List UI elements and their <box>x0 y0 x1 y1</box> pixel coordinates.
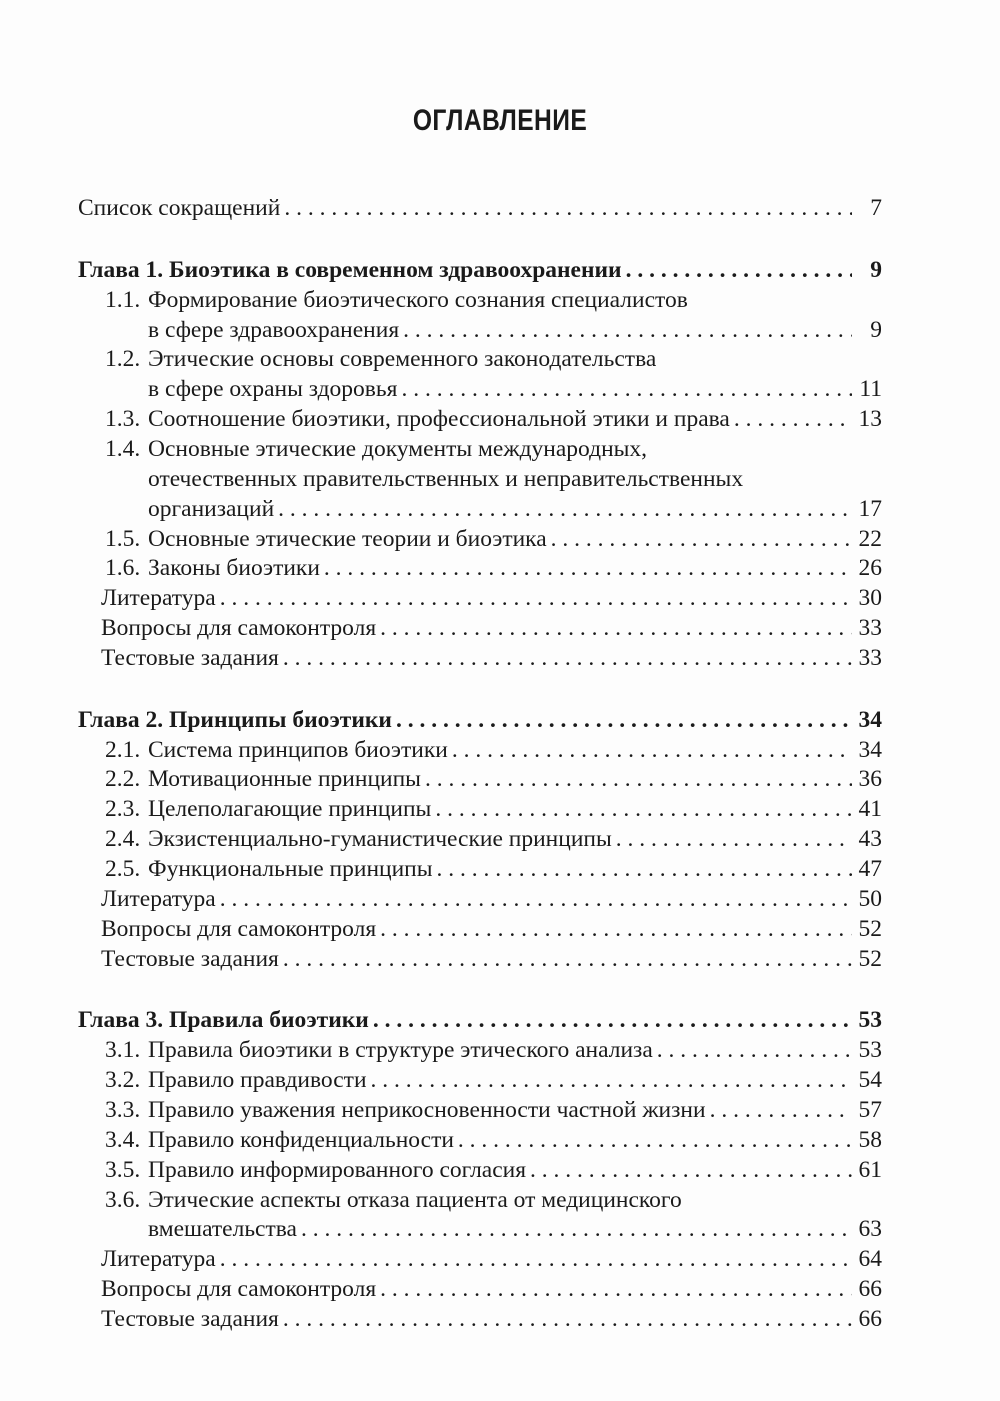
toc-entry <box>0 1274 1000 1304</box>
dot-leader <box>396 705 852 735</box>
toc-entry-content <box>148 794 882 824</box>
section-entry <box>0 794 1000 824</box>
toc-entry-content <box>148 1035 882 1065</box>
toc-entry <box>0 914 1000 944</box>
dot-leader <box>301 1214 852 1244</box>
section-title: Мотивационные принципы <box>148 766 421 793</box>
page-title: ОГЛАВЛЕНИЕ <box>412 104 588 137</box>
dot-leader <box>283 1304 852 1334</box>
dot-leader <box>530 1155 852 1185</box>
toc-entry-content <box>148 854 882 884</box>
toc-entry-content <box>78 255 882 285</box>
section-number: 2.3. <box>105 796 141 823</box>
page-number: 13 <box>858 406 882 433</box>
toc-entry-content <box>148 1095 882 1125</box>
dot-leader <box>616 824 852 854</box>
page-number: 47 <box>858 856 882 882</box>
section-entry <box>0 374 1000 404</box>
section-number: 3.5. <box>105 1156 141 1183</box>
entry-title: Вопросы для самоконтроля <box>101 915 377 942</box>
dot-leader <box>710 1095 852 1125</box>
toc-entry <box>0 1244 1000 1274</box>
toc-entry-content <box>148 315 882 345</box>
section-title: Основные этические теории и биоэтика <box>148 525 547 552</box>
toc-entry-content <box>101 884 882 914</box>
dot-leader <box>283 643 852 673</box>
page-number: 43 <box>858 826 882 853</box>
page-number: 54 <box>858 1067 882 1094</box>
section-entry <box>0 1214 1000 1244</box>
toc-entry-content <box>148 764 882 794</box>
section-entry <box>0 735 1000 765</box>
page-number: 61 <box>858 1156 882 1183</box>
toc-entry-content <box>148 824 882 854</box>
dot-leader <box>220 1244 852 1274</box>
section-title: Правила биоэтики в структуре этического анализа <box>148 1037 653 1064</box>
page-number: 33 <box>858 644 882 671</box>
section-entry <box>0 464 1000 494</box>
section-entry <box>0 1155 1000 1185</box>
toc-entry-content <box>148 1155 882 1185</box>
section-title: Система принципов биоэтики <box>148 736 448 763</box>
section-title: Функциональные принципы <box>148 856 433 882</box>
entry-title: Тестовые задания <box>101 644 279 671</box>
section-title: Правило правдивости <box>148 1067 367 1094</box>
dot-leader <box>380 613 852 643</box>
section-title: Основные этические документы международных, <box>148 435 648 462</box>
toc-entry-content <box>101 1244 882 1274</box>
section-title: в сфере охраны здоровья <box>148 376 398 403</box>
toc-entry-abbreviations <box>0 193 1000 223</box>
page-number: 34 <box>858 706 882 733</box>
dot-leader <box>626 255 852 285</box>
toc-entry-content <box>148 553 882 583</box>
page-number: 66 <box>858 1276 882 1303</box>
page-number: 63 <box>858 1216 882 1243</box>
toc-entry-content <box>148 374 882 404</box>
entry-title: Тестовые задания <box>101 945 279 972</box>
page-number: 52 <box>858 915 882 942</box>
page-number: 57 <box>858 1096 882 1123</box>
chapter-title: Глава 2. Принципы биоэтики <box>78 706 392 733</box>
toc-entry <box>0 643 1000 673</box>
section-entry <box>0 553 1000 583</box>
dot-leader <box>373 1005 852 1035</box>
page-number: 50 <box>858 885 882 912</box>
section-title: вмешательства <box>148 1216 297 1243</box>
section-entry <box>0 285 1000 315</box>
toc-entry <box>0 583 1000 613</box>
toc-entry-content <box>78 705 882 735</box>
toc-entry <box>0 944 1000 974</box>
chapter-heading <box>0 705 1000 735</box>
page-number: 66 <box>858 1305 882 1332</box>
dot-leader <box>283 944 852 974</box>
section-number: 1.6. <box>105 555 141 582</box>
section-title: Соотношение биоэтики, профессиональной этики и права <box>148 406 730 433</box>
page-number: 9 <box>870 256 882 283</box>
page-number: 22 <box>858 525 882 552</box>
section-number: 3.1. <box>105 1037 141 1064</box>
chapter-title: Глава 1. Биоэтика в современном здравоохранении <box>78 256 622 283</box>
toc-entry-content <box>78 1005 882 1035</box>
section-entry <box>0 1125 1000 1155</box>
page-number: 58 <box>858 1126 882 1153</box>
toc-entry-content <box>78 193 882 223</box>
page-number: 30 <box>858 585 882 612</box>
toc-entry <box>0 884 1000 914</box>
chapter-title: Глава 3. Правила биоэтики <box>78 1007 369 1034</box>
section-entry <box>0 494 1000 524</box>
dot-leader <box>403 315 852 345</box>
page-number: 53 <box>858 1007 882 1034</box>
section-title: в сфере здравоохранения <box>148 316 400 343</box>
entry-title: Литература <box>101 585 216 612</box>
entry-title: Вопросы для самоконтроля <box>101 615 377 642</box>
section-number: 3.2. <box>105 1067 141 1094</box>
dot-leader <box>284 193 852 223</box>
page-number: 36 <box>858 766 882 793</box>
section-entry <box>0 1185 1000 1215</box>
dot-leader <box>380 1274 852 1304</box>
section-title: Правило конфиденциальности <box>148 1126 454 1153</box>
section-number: 1.4. <box>105 435 141 462</box>
page-number: 26 <box>858 555 882 582</box>
page-number: 34 <box>858 736 882 763</box>
chapter-heading <box>0 255 1000 285</box>
entry-title: Литература <box>101 1246 216 1273</box>
dot-leader <box>425 764 852 794</box>
toc-entry-content <box>148 524 882 554</box>
section-number: 2.4. <box>105 826 141 853</box>
dot-leader <box>435 794 852 824</box>
section-number: 2.1. <box>105 736 141 763</box>
entry-title: Вопросы для самоконтроля <box>101 1276 377 1303</box>
page-number: 52 <box>858 945 882 972</box>
section-number: 1.2. <box>105 346 141 373</box>
section-entry <box>0 1065 1000 1095</box>
dot-leader <box>324 553 852 583</box>
toc-entry-content <box>148 404 882 434</box>
section-entry <box>0 1095 1000 1125</box>
dot-leader <box>278 494 852 524</box>
dot-leader <box>220 884 852 914</box>
section-number: 1.5. <box>105 525 141 552</box>
toc-entry-content <box>101 914 882 944</box>
toc-entry-content <box>148 1125 882 1155</box>
toc-entry-content <box>148 735 882 765</box>
section-entry <box>0 854 1000 884</box>
section-title: Этические аспекты отказа пациента от медицинского <box>148 1186 682 1213</box>
section-entry <box>0 434 1000 464</box>
dot-leader <box>452 735 852 765</box>
dot-leader <box>401 374 852 404</box>
toc-entry-content <box>101 944 882 974</box>
page-number: 33 <box>858 615 882 642</box>
chapter-heading <box>0 1005 1000 1035</box>
toc-entry-content <box>101 613 882 643</box>
section-number: 3.3. <box>105 1096 141 1123</box>
dot-leader <box>437 854 852 884</box>
section-title: Законы биоэтики <box>148 555 320 582</box>
dot-leader <box>458 1125 852 1155</box>
toc-entry-content <box>101 1274 882 1304</box>
page-number: 41 <box>858 796 882 823</box>
section-entry <box>0 824 1000 854</box>
dot-leader <box>380 914 852 944</box>
dot-leader <box>734 404 852 434</box>
toc-entry-content <box>148 494 882 524</box>
dot-leader <box>551 524 852 554</box>
dot-leader <box>371 1065 852 1095</box>
toc-entry-content <box>148 1214 882 1244</box>
section-entry <box>0 524 1000 554</box>
page-number: 53 <box>858 1037 882 1064</box>
toc-entry-content <box>101 583 882 613</box>
page-number: 7 <box>870 195 882 221</box>
section-number: 2.2. <box>105 766 141 793</box>
section-title: Правило информированного согласия <box>148 1156 527 1183</box>
section-title: Целеполагающие принципы <box>148 796 432 823</box>
page-number: 9 <box>870 316 882 343</box>
section-number: 2.5. <box>105 856 141 882</box>
page-number: 11 <box>859 376 882 403</box>
toc-entry-content <box>148 1065 882 1095</box>
toc-entry-content <box>101 1304 882 1334</box>
section-title: организаций <box>148 495 275 522</box>
section-title: отечественных правительственных и неправительственных <box>148 465 744 492</box>
section-number: 1.3. <box>105 406 141 433</box>
toc-entry-content <box>101 643 882 673</box>
section-title: Правило уважения неприкосновенности частной жизни <box>148 1096 706 1123</box>
section-number: 3.6. <box>105 1186 141 1213</box>
dot-leader <box>220 583 852 613</box>
entry-title: Тестовые задания <box>101 1305 279 1332</box>
section-title: Экзистенциально-гуманистические принципы <box>148 826 612 853</box>
section-title: Этические основы современного законодательства <box>148 346 657 373</box>
toc-entry <box>0 613 1000 643</box>
section-entry <box>0 404 1000 434</box>
section-number: 3.4. <box>105 1126 141 1153</box>
section-entry <box>0 764 1000 794</box>
toc-entry <box>0 1304 1000 1334</box>
section-entry <box>0 315 1000 345</box>
dot-leader <box>657 1035 852 1065</box>
section-number: 1.1. <box>105 286 141 313</box>
entry-title: Литература <box>101 885 216 912</box>
entry-title: Список сокращений <box>78 195 281 221</box>
section-entry <box>0 344 1000 374</box>
section-entry <box>0 1035 1000 1065</box>
page-number: 64 <box>858 1246 882 1273</box>
section-title: Формирование биоэтического сознания специалистов <box>148 286 688 313</box>
page-number: 17 <box>858 495 882 522</box>
